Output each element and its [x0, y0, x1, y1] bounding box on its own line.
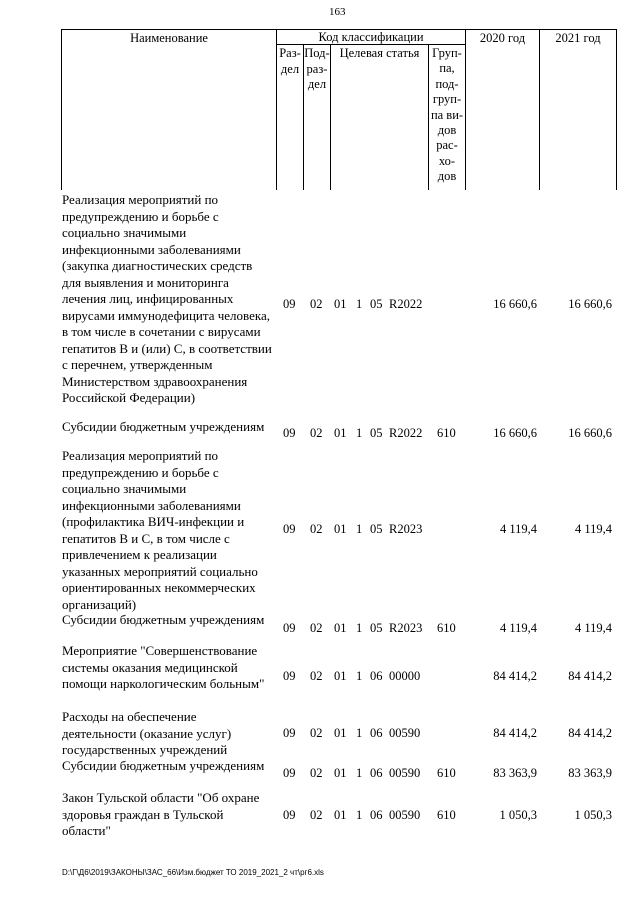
row-value-2020: 16 660,6	[493, 426, 537, 440]
row-target-2: 1	[356, 522, 363, 536]
row-target-3: 05	[370, 522, 383, 536]
row-podrazdel: 02	[310, 426, 323, 440]
row-value-2021: 1 050,3	[574, 808, 612, 822]
row-value-2021: 4 119,4	[574, 621, 612, 635]
header-2020: 2020 год	[479, 31, 526, 45]
file-path-footer: D:\Г\Д6\2019\ЗАКОНЫ\ЗАС_66\Изм.бюджет ТО 2019_2021_2 чт\рг6.xls	[62, 868, 324, 877]
header-razdel: Раз- дел	[279, 46, 301, 76]
row-podrazdel: 02	[310, 297, 323, 311]
row-value-2020: 4 119,4	[499, 621, 537, 635]
row-target-4: R2022	[389, 297, 423, 311]
row-group: 610	[437, 426, 456, 440]
row-target-2: 1	[356, 297, 363, 311]
row-razdel: 09	[283, 522, 296, 536]
row-target-3: 06	[370, 766, 383, 780]
row-target-2: 1	[356, 621, 363, 635]
row-value-2021: 84 414,2	[568, 669, 612, 683]
row-target-2: 1	[356, 766, 363, 780]
row-value-2021: 84 414,2	[568, 726, 612, 740]
row-value-2020: 84 414,2	[493, 669, 537, 683]
row-target-2: 1	[356, 726, 363, 740]
row-name: Субсидии бюджетным учреждениям	[62, 612, 265, 627]
row-value-2021: 83 363,9	[568, 766, 612, 780]
row-target-1: 01	[334, 766, 347, 780]
row-target-1: 01	[334, 726, 347, 740]
row-razdel: 09	[283, 726, 296, 740]
header-2021: 2021 год	[555, 31, 601, 45]
row-value-2021: 4 119,4	[574, 522, 612, 536]
row-name: Расходы на обеспечение деятельности (оказание услуг) государственных учреждений	[62, 709, 232, 757]
col-border-podrazdel	[330, 44, 331, 190]
row-razdel: 09	[283, 808, 296, 822]
row-target-4: R2023	[389, 522, 423, 536]
header-code-group: Код классификации	[318, 30, 424, 44]
row-target-3: 06	[370, 726, 383, 740]
row-target-2: 1	[356, 426, 363, 440]
col-border-left	[61, 29, 62, 190]
row-podrazdel: 02	[310, 808, 323, 822]
row-name: Реализация мероприятий по предупреждению и борьбе с социально значимыми инфекционными заболеваниями (закупка диагностических средств для выявления и мониторинга лечения лиц, инфицированных вирусами иммунодефицита человека, в том числе в сочетании с вирусами гепатитов В и (или) С, в соответствии с перечнем, утвержденным Министерством здравоохранения Российской Федерации)	[62, 192, 272, 405]
row-name: Мероприятие "Совершенствование системы оказания медицинской помощи наркологическим больным"	[62, 643, 265, 691]
row-target-4: 00590	[389, 808, 421, 822]
row-name: Субсидии бюджетным учреждениям	[62, 758, 265, 773]
row-target-2: 1	[356, 669, 363, 683]
col-border-2020	[539, 29, 540, 190]
row-target-4: 00000	[389, 669, 421, 683]
row-value-2020: 1 050,3	[499, 808, 537, 822]
row-podrazdel: 02	[310, 522, 323, 536]
row-name: Субсидии бюджетным учреждениям	[62, 419, 265, 434]
row-target-1: 01	[334, 426, 347, 440]
row-razdel: 09	[283, 669, 296, 683]
row-target-3: 05	[370, 426, 383, 440]
row-value-2020: 16 660,6	[493, 297, 537, 311]
row-target-4: 00590	[389, 766, 421, 780]
row-value-2021: 16 660,6	[568, 297, 612, 311]
row-target-4: R2022	[389, 426, 423, 440]
row-target-1: 01	[334, 522, 347, 536]
row-target-4: R2023	[389, 621, 423, 635]
row-razdel: 09	[283, 426, 296, 440]
row-target-3: 05	[370, 297, 383, 311]
row-target-3: 06	[370, 808, 383, 822]
row-podrazdel: 02	[310, 766, 323, 780]
row-target-3: 06	[370, 669, 383, 683]
row-group: 610	[437, 808, 456, 822]
row-target-1: 01	[334, 669, 347, 683]
row-razdel: 09	[283, 621, 296, 635]
row-podrazdel: 02	[310, 669, 323, 683]
row-target-1: 01	[334, 297, 347, 311]
col-border-group	[465, 29, 466, 190]
row-target-1: 01	[334, 808, 347, 822]
row-value-2020: 4 119,4	[499, 522, 537, 536]
row-value-2021: 16 660,6	[568, 426, 612, 440]
row-group: 610	[437, 766, 456, 780]
row-value-2020: 83 363,9	[493, 766, 537, 780]
row-target-2: 1	[356, 808, 363, 822]
row-target-4: 00590	[389, 726, 421, 740]
header-name: Наименование	[130, 31, 208, 45]
row-podrazdel: 02	[310, 621, 323, 635]
header-podrazdel: Под- раз- дел	[304, 46, 330, 92]
row-podrazdel: 02	[310, 726, 323, 740]
row-group: 610	[437, 621, 456, 635]
row-razdel: 09	[283, 297, 296, 311]
row-razdel: 09	[283, 766, 296, 780]
header-target: Целевая статья	[339, 46, 420, 60]
row-name: Закон Тульской области "Об охране здоровья граждан в Тульской области"	[62, 790, 260, 838]
row-target-1: 01	[334, 621, 347, 635]
row-target-3: 05	[370, 621, 383, 635]
header-group: Груп- па, под- груп- па ви- дов рас- хо- дов	[430, 46, 464, 183]
page-number: 163	[329, 6, 346, 18]
row-name: Реализация мероприятий по предупреждению и борьбе с социально значимыми инфекционными заболеваниями (профилактика ВИЧ-инфекции и гепатитов В и С, в том числе с привлечением к реализации указанных мероприятий социально ориентированных некоммерческих организаций)	[62, 448, 258, 612]
col-border-right	[616, 29, 617, 190]
row-value-2020: 84 414,2	[493, 726, 537, 740]
